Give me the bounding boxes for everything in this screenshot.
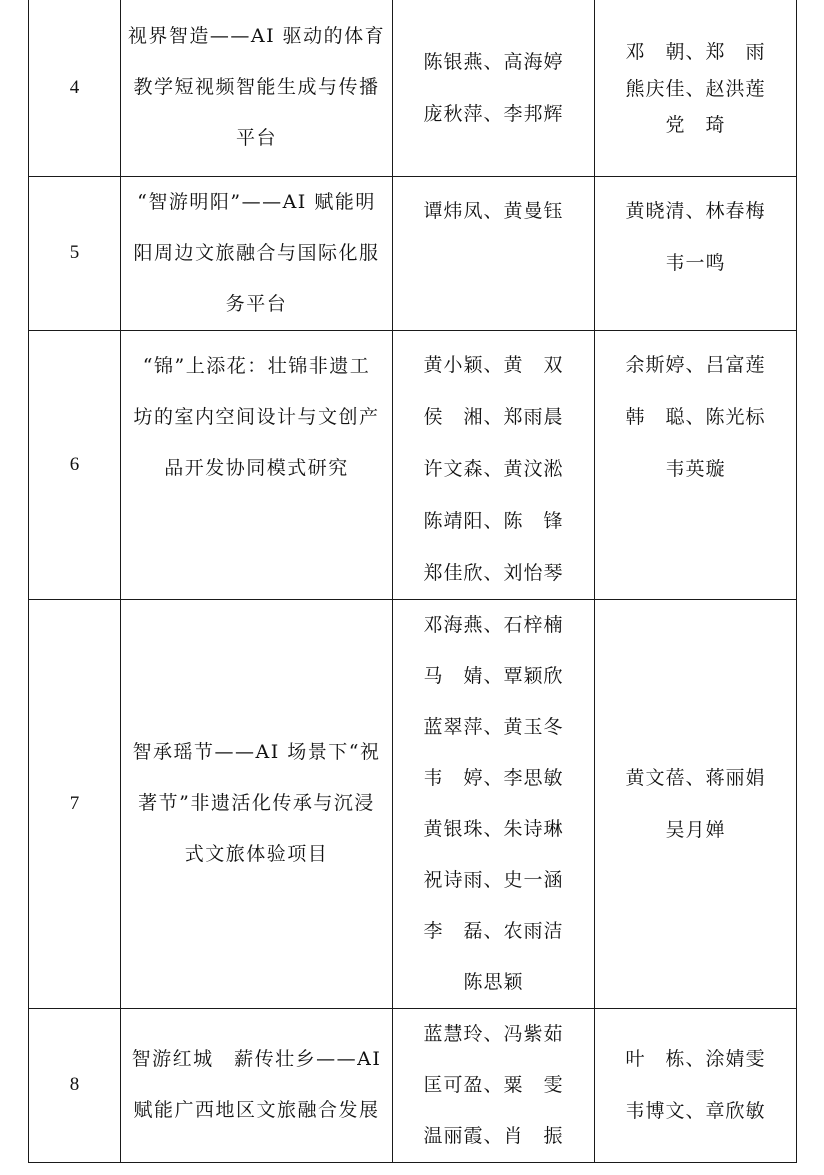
team-members <box>393 330 595 599</box>
team-members <box>393 176 595 330</box>
member-line: 马 婧、覃颖欣 <box>423 664 564 687</box>
advisors <box>595 599 797 1008</box>
advisor-line: 韦博文、章欣敏 <box>625 1100 766 1122</box>
member-line: 邓海燕、石梓楠 <box>423 613 564 636</box>
row-number: 8 <box>29 1008 121 1162</box>
title-line: 平台 <box>235 127 277 150</box>
team-members <box>393 599 595 1008</box>
member-line: 李 磊、农雨洁 <box>423 919 564 942</box>
row-number: 7 <box>29 599 121 1008</box>
member-line: 陈思颖 <box>463 970 524 993</box>
row-number: 4 <box>29 0 121 176</box>
row-number: 5 <box>29 176 121 330</box>
member-line: 黄银珠、朱诗琳 <box>423 817 564 840</box>
table-row <box>29 330 797 599</box>
advisor-line: 党 琦 <box>665 113 726 136</box>
project-title <box>121 330 393 599</box>
member-line: 温丽霞、肖 振 <box>423 1124 564 1147</box>
title-line: 教学短视频智能生成与传播 <box>133 76 380 99</box>
member-line: 黄小颖、黄 双 <box>423 353 564 376</box>
title-line: 坊的室内空间设计与文创产 <box>133 405 380 428</box>
title-line: 赋能广西地区文旅融合发展 <box>133 1099 380 1121</box>
advisors <box>595 330 797 599</box>
member-line: 许文森、黄汶淞 <box>423 457 564 480</box>
table-row <box>29 1008 797 1162</box>
member-line: 陈靖阳、陈 锋 <box>423 509 564 532</box>
table-row <box>29 599 797 1008</box>
title-line: 式文旅体验项目 <box>184 843 329 865</box>
advisor-line: 叶 栋、涂婧雯 <box>625 1048 766 1070</box>
table-row <box>29 0 797 176</box>
project-title <box>121 176 393 330</box>
award-list-table <box>28 0 797 1163</box>
advisors <box>595 176 797 330</box>
advisor-line: 韦英璇 <box>665 457 726 480</box>
title-line: 视界智造——AI 驱动的体育 <box>127 25 386 48</box>
team-members <box>393 0 595 176</box>
title-line: 务平台 <box>225 292 288 315</box>
project-title <box>121 599 393 1008</box>
advisor-line: 吴月婵 <box>665 818 726 841</box>
member-line: 祝诗雨、史一涵 <box>423 868 564 891</box>
member-line: 匡可盈、粟 雯 <box>423 1073 564 1096</box>
member-line: 谭炜凤、黄曼钰 <box>423 199 564 222</box>
member-line: 郑佳欣、刘怡琴 <box>423 561 564 584</box>
table-row <box>29 176 797 330</box>
project-title <box>121 0 393 176</box>
advisors <box>595 1008 797 1162</box>
team-members <box>393 1008 595 1162</box>
member-line: 庞秋萍、李邦辉 <box>423 102 564 125</box>
advisor-line: 邓 朝、郑 雨 <box>625 40 766 63</box>
advisor-line: 韩 聪、陈光标 <box>625 405 766 428</box>
member-line: 蓝翠萍、黄玉冬 <box>423 715 564 738</box>
member-line: 韦 婷、李思敏 <box>423 766 564 789</box>
member-line: 蓝慧玲、冯紫茹 <box>423 1022 564 1045</box>
advisors <box>595 0 797 176</box>
project-title <box>121 1008 393 1162</box>
title-line: 智游红城 薪传壮乡——AI <box>131 1048 382 1070</box>
advisor-line: 黄晓清、林春梅 <box>625 199 766 222</box>
title-line: 著节”非遗活化传承与沉浸 <box>138 792 375 814</box>
row-number: 6 <box>29 330 121 599</box>
title-line: “锦”上添花：壮锦非遗工 <box>142 354 371 377</box>
title-line: 阳周边文旅融合与国际化服 <box>133 241 380 264</box>
advisor-line: 韦一鸣 <box>665 251 726 274</box>
title-line: 品开发协同模式研究 <box>164 456 349 479</box>
advisor-line: 熊庆佳、赵洪莲 <box>625 77 766 100</box>
title-line: 智承瑶节——AI 场景下“祝 <box>132 741 381 763</box>
title-line: “智游明阳”——AI 赋能明 <box>137 190 376 213</box>
member-line: 陈银燕、高海婷 <box>423 50 564 73</box>
member-line: 侯 湘、郑雨晨 <box>423 405 564 428</box>
advisor-line: 余斯婷、吕富莲 <box>625 353 766 376</box>
advisor-line: 黄文蓓、蒋丽娟 <box>625 766 766 789</box>
